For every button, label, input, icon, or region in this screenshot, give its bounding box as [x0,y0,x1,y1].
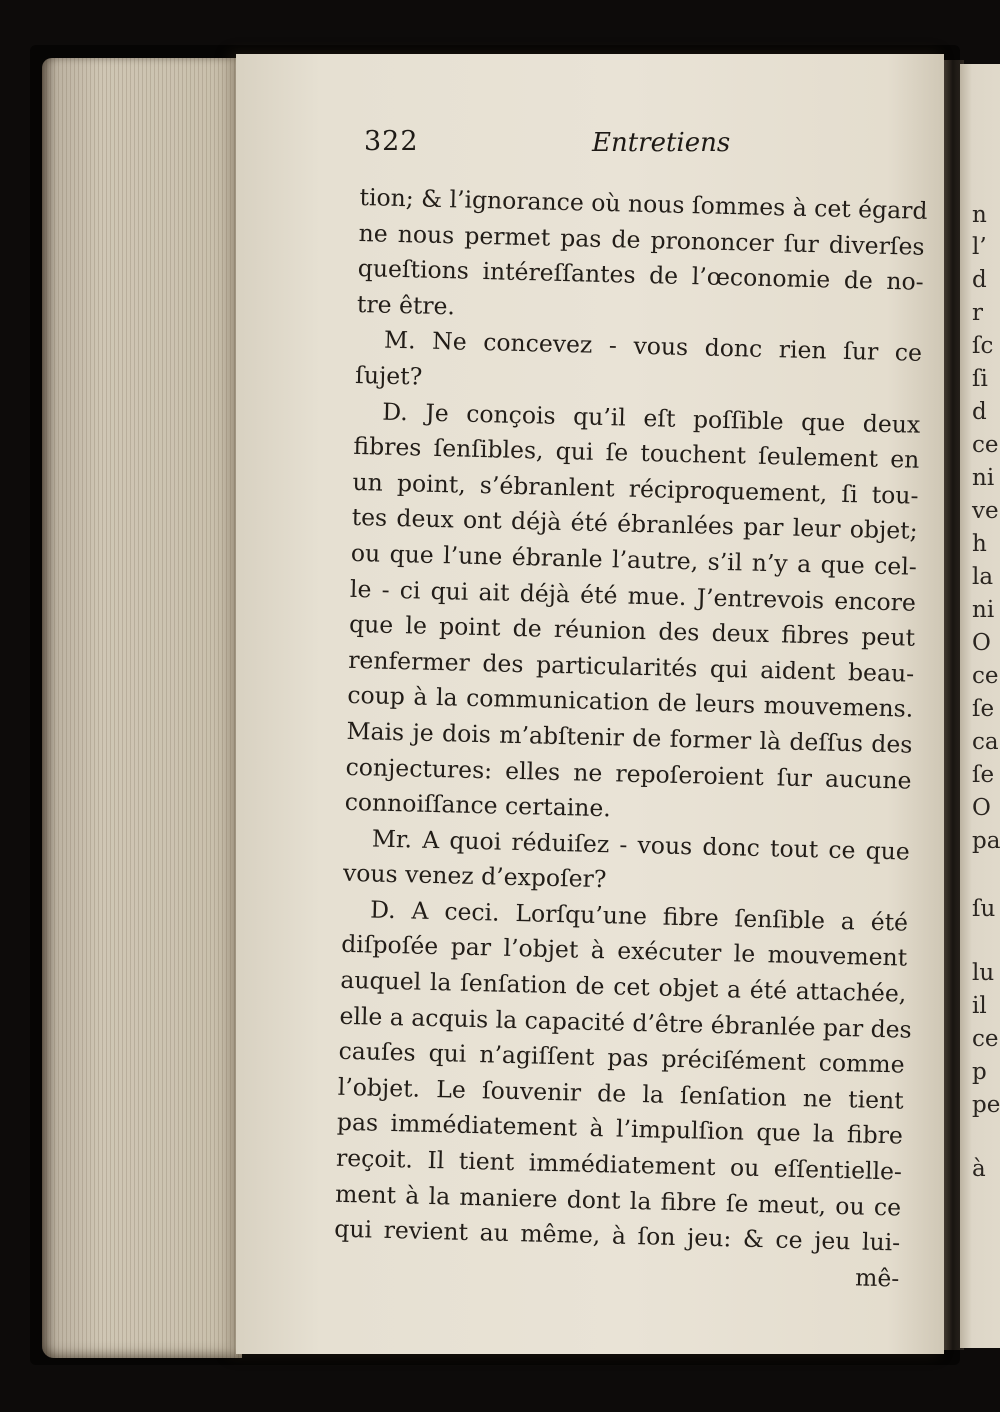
facing-page-fragment: pe [972,1092,1000,1118]
facing-page-fragment: ve [972,498,999,524]
text-line: renfermer des particularités qui aident beau- [347,645,915,688]
text-line: D. A ceci. Lorſqu’une fibre ſenſible a été [369,895,909,937]
text-line: qui revient au même, à ſon jeu: & ce jeu lui- [334,1214,901,1257]
text-line: cauſes qui n’agiſſent pas préciſément comme [338,1036,905,1079]
text-line: tion; & l’ignorance où nous ſommes à cet égard [359,182,928,225]
text-line: queſtions intéreſſantes de l’œconomie de no- [357,254,925,296]
page-edges [42,58,242,1358]
facing-page-fragment: à [972,1156,986,1182]
facing-page-fragment: O [972,630,991,656]
text-line: reçoit. Il tient immédiatement ou eſſentielle- [335,1143,903,1186]
facing-page-fragment: ni [972,597,995,623]
text-line: M. Ne concevez - vous donc rien ſur ce [383,326,923,368]
page-number: 322 [364,126,419,157]
book-page [236,54,944,1354]
facing-page-fragment: ce [972,663,999,689]
facing-page-fragment: ni [972,465,995,491]
text-line: tes deux ont déjà été ébranlées par leur objet; [351,503,918,546]
text-line: tre être. [356,289,456,321]
facing-page-fragment: O [972,795,991,821]
page-header [236,126,944,166]
facing-page-fragment: lu [972,960,995,986]
facing-page-fragment: ſi [972,366,988,392]
facing-page-fragment: ce [972,1026,999,1052]
text-line: ſujet? [354,360,423,391]
facing-page [960,64,1000,1348]
text-line: connoiſſance certaine. [344,787,612,823]
text-line: pas immédiatement à l’impulſion que la fibre [336,1108,904,1150]
facing-page-fragment: r [972,300,983,326]
facing-page-fragment: pa [972,828,1000,854]
text-line: auquel la ſenſation de cet objet a été attachée, [340,965,907,1008]
facing-page-fragment: ce [972,432,999,458]
text-line: un point, s’ébranlent réciproquement, ſi tou- [352,467,919,510]
text-line: le - ci qui ait déjà été mue. J’entrevois encore [349,574,917,617]
facing-page-fragment: d [972,399,987,425]
facing-page-fragment: ſe [972,696,995,722]
text-line: diſpoſée par l’objet à exécuter le mouvement [340,930,908,973]
facing-page-fragment: ſu [972,896,996,922]
body-text [333,180,926,1297]
facing-page-fragment: il [972,993,987,1019]
text-line: l’objet. Le ſouvenir de la ſenſation ne tient [337,1072,905,1115]
facing-page-fragment: h [972,531,987,557]
text-line: coup à la communication de leurs mouvemens. [347,681,914,723]
text-line: Mais je dois m’abſtenir de former là deſſus des [346,716,913,759]
text-line: que le point de réunion des deux fibres peut [348,609,916,652]
catchword: mê- [854,1263,900,1293]
facing-page-fragment: la [972,564,994,590]
facing-page-fragment: d [972,267,987,293]
text-line: conjectures: elles ne repoſeroient ſur aucune [345,752,912,795]
text-line: elle a acquis la capacité d’être ébranlée par des [339,1001,913,1044]
facing-page-fragment: ſc [972,333,994,359]
text-line: Mr. A quoi réduiſez - vous donc tout ce que [371,824,911,866]
facing-page-fragment: p [972,1059,987,1085]
facing-page-fragment: ca [972,729,999,755]
facing-page-fragment: ſe [972,762,995,788]
text-line: fibres ſenſibles, qui ſe touchent ſeulement en [353,432,920,474]
running-head: Entretiens [592,128,731,158]
facing-page-fragment: n [972,202,987,228]
text-line: vous venez d’expoſer? [342,859,607,894]
text-line: ne nous permet pas de prononcer ſur diverſes [358,218,925,261]
facing-page-fragment: l’ [972,234,987,260]
text-line: ment à la maniere dont la fibre ſe meut, ou ce [334,1179,902,1222]
text-line: ou que l’une ébranle l’autre, s’il n’y a que cel- [350,538,918,581]
text-line: D. Je conçois qu’il eſt poſſible que deux [382,397,921,439]
